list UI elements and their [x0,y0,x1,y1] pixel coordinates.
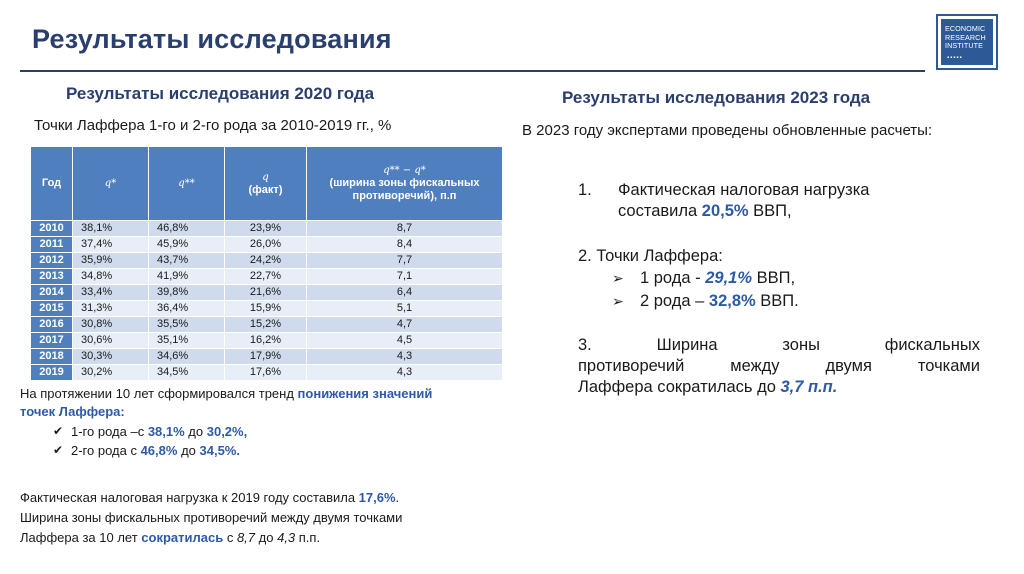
table-header-row [31,147,503,221]
finding-2 [578,246,980,313]
cell-q-fact: 16,2% [225,333,307,349]
header-q1 [73,147,149,221]
table-row [31,269,503,285]
cell-q-fact: 15,2% [225,317,307,333]
cell-year: 2018 [31,349,73,365]
checkmark-icon: ✔ [53,424,64,438]
cell-q2: 35,5% [149,317,225,333]
trend-note-text [20,385,520,403]
logo-background [941,19,993,65]
cell-q2: 35,1% [149,333,225,349]
logo-line: RESEARCH [945,32,986,42]
table-row [31,365,503,381]
header-year: Год [31,147,73,221]
cell-q-fact: 17,6% [225,365,307,381]
cell-q1: 30,8% [73,317,149,333]
header-zone-width [307,147,503,221]
summary-text: с [223,530,237,545]
cell-year: 2011 [31,237,73,253]
cell-q2: 34,5% [149,365,225,381]
cell-q-fact: 21,6% [225,285,307,301]
cell-q2: 46,8% [149,221,225,237]
cell-q1: 30,3% [73,349,149,365]
summary-line [20,488,520,508]
title-divider [20,70,925,72]
header-q-symbol: q [262,171,269,183]
cell-year: 2019 [31,365,73,381]
point-text: 1 рода - [640,269,706,287]
page-title: Результаты исследования [32,24,392,54]
finding-text-part: ВВП, [748,202,792,220]
cell-zone-width: 4,3 [307,365,503,381]
finding-line [618,201,980,222]
cell-zone-width: 4,3 [307,349,503,365]
header-q1-symbol: q* [104,178,117,189]
cell-year: 2017 [31,333,73,349]
left-section-heading: Результаты исследования 2020 года [66,84,375,103]
table-row [31,237,503,253]
cell-q2: 45,9% [149,237,225,253]
list-item [612,290,980,313]
check-value-to: 34,5%. [199,443,240,458]
cell-year: 2012 [31,253,73,269]
check-text: 2-го рода с [71,443,141,458]
cell-q2: 41,9% [149,269,225,285]
finding-line: 3. Ширина зоны фискальных [578,336,980,354]
finding-text [578,180,980,222]
check-value-from: 46,8% [140,443,178,458]
trend-note-highlight-2: точек Лаффера: [20,404,125,419]
logo-line: INSTITUTE [945,41,984,50]
finding-line [578,377,980,398]
summary-text: п.п. [295,530,321,545]
finding-number: 1. [578,181,592,199]
cell-q1: 33,4% [73,285,149,301]
cell-q2: 36,4% [149,301,225,317]
list-item [53,422,520,441]
table-body [31,221,503,381]
table-row [31,253,503,269]
summary-text: . [395,490,400,505]
check-value-from: 38,1% [147,424,185,439]
summary-text: Лаффера за 10 лет [20,530,142,545]
point-text: ВВП, [752,269,796,287]
table-row [31,349,503,365]
check-value-to: 30,2%, [206,424,248,439]
summary-text: Фактическая налоговая нагрузка к 2019 году составила [20,490,359,505]
cell-q1: 37,4% [73,237,149,253]
cell-q1: 34,8% [73,269,149,285]
header-q2 [149,147,225,221]
checkmark-icon: ✔ [53,443,64,457]
header-q-fact [225,147,307,221]
logo-dots-icon: ▪▪▪▪▪ [947,55,963,61]
right-intro: В 2023 году экспертами проведены обновленные расчеты: [522,122,933,139]
list-item [53,441,520,460]
laffer-table-container [30,146,502,381]
cell-q2: 43,7% [149,253,225,269]
cell-q1: 31,3% [73,301,149,317]
institute-logo [936,14,998,70]
cell-q1: 38,1% [73,221,149,237]
table-caption: Точки Лаффера 1-го и 2-го рода за 2010-2019 гг., % [34,117,392,134]
right-section-heading: Результаты исследования 2023 года [562,88,871,107]
cell-year: 2016 [31,317,73,333]
table-row [31,333,503,349]
laffer-points-list [612,267,980,313]
cell-zone-width: 8,4 [307,237,503,253]
cell-year: 2015 [31,301,73,317]
cell-q1: 35,9% [73,253,149,269]
table-row [31,317,503,333]
finding-value: 20,5% [701,202,749,220]
cell-q2: 34,6% [149,349,225,365]
logo-line: ECONOMIC [945,24,986,33]
summary-value: 17,6% [358,490,396,505]
cell-zone-width: 6,4 [307,285,503,301]
table-row [31,221,503,237]
trend-note [20,385,520,460]
laffer-points-table [30,146,503,381]
header-q-fact-label: (факт) [248,183,283,196]
cell-zone-width: 4,5 [307,333,503,349]
finding-value: 3,7 п.п. [780,378,838,396]
cell-q-fact: 24,2% [225,253,307,269]
finding-text-part: составила [618,202,702,220]
trend-note-highlight: понижения значений [297,386,433,401]
point-value: 29,1% [705,269,753,287]
summary-value: 8,7 [236,530,256,545]
cell-q1: 30,2% [73,365,149,381]
cell-zone-width: 4,7 [307,317,503,333]
trend-check-list [53,422,520,460]
cell-q-fact: 23,9% [225,221,307,237]
list-item [612,267,980,290]
summary-value: 4,3 [277,530,296,545]
cell-q-fact: 15,9% [225,301,307,317]
check-text: 1-го рода –с [71,424,148,439]
point-text: ВВП. [755,292,799,310]
header-q2-symbol: q** [178,178,195,189]
check-text: до [177,443,200,458]
point-text: 2 рода – [640,292,709,310]
cell-year: 2014 [31,285,73,301]
table-row [31,301,503,317]
trend-note-lead: На протяжении 10 лет сформировался тренд [20,386,298,401]
table-row [31,285,503,301]
arrow-bullet-icon: ➢ [612,270,624,286]
arrow-bullet-icon: ➢ [612,293,624,309]
finding-line: Фактическая налоговая нагрузка [618,181,870,199]
summary-line: Ширина зоны фискальных противоречий между двумя точками [20,510,403,525]
right-findings [578,180,980,398]
cell-q1: 30,6% [73,333,149,349]
logo-text [945,25,986,51]
finding-line: противоречий между двумя точками [578,357,980,375]
finding-label: 2. Точки Лаффера: [578,247,723,265]
cell-q-fact: 17,9% [225,349,307,365]
finding-1 [578,180,980,222]
cell-year: 2010 [31,221,73,237]
finding-3 [578,335,980,398]
cell-zone-width: 8,7 [307,221,503,237]
cell-q-fact: 26,0% [225,237,307,253]
cell-q2: 39,8% [149,285,225,301]
finding-text-part: Лаффера сократилась до [578,378,781,396]
header-zone-formula: q** − q* [383,165,426,176]
cell-zone-width: 5,1 [307,301,503,317]
summary-highlight: сократилась [141,530,224,545]
summary-text: до [255,530,278,545]
cell-q-fact: 22,7% [225,269,307,285]
cell-zone-width: 7,1 [307,269,503,285]
summary-line [20,528,520,548]
cell-year: 2013 [31,269,73,285]
cell-zone-width: 7,7 [307,253,503,269]
point-value: 32,8% [708,292,756,310]
summary-paragraph [20,488,520,548]
header-zone-label: (ширина зоны фискальных противоречий), п.п [329,177,480,202]
check-text: до [184,424,207,439]
